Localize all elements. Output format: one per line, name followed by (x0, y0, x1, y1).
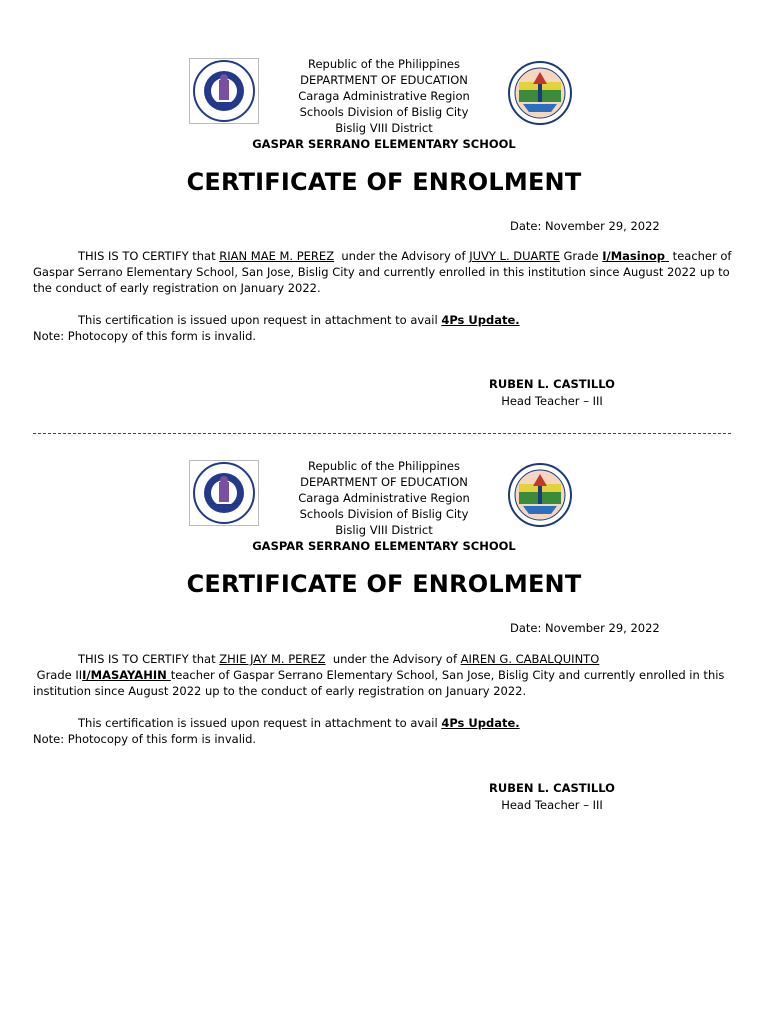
school-name: GASPAR SERRANO ELEMENTARY SCHOOL (252, 539, 516, 553)
certification-paragraph (33, 248, 741, 296)
enrolment-details: teacher of Gaspar Serrano Elementary School, San Jose, Bislig City and currently enrolled in this institution since August 2022 up to the conduct of early registration on January 2022. (33, 668, 725, 698)
region-line: Caraga Administrative Region (298, 491, 470, 505)
grade-prefix: Grade II (33, 668, 83, 682)
intro-text: THIS IS TO CERTIFY that (78, 249, 220, 263)
issuance-text: This certification is issued upon request in attachment to avail (78, 716, 442, 730)
division-line: Schools Division of Bislig City (299, 105, 469, 119)
enrolment-details: teacher of Gaspar Serrano Elementary School, San Jose, Bislig City and currently enrolled in this institution since August 2022 up to the conduct of early registration on January 2022. (33, 249, 732, 295)
department-line: DEPARTMENT OF EDUCATION (300, 475, 468, 489)
issuance-paragraph (33, 715, 741, 747)
department-line: DEPARTMENT OF EDUCATION (300, 73, 468, 87)
signatory-name: RUBEN L. CASTILLO (489, 781, 615, 795)
grade-section: I/MASAYAHIN (82, 668, 171, 682)
advisory-text: under the Advisory of (325, 652, 461, 666)
republic-line: Republic of the Philippines (307, 57, 461, 71)
district-line: Bislig VIII District (335, 523, 433, 537)
letterhead (0, 56, 768, 152)
intro-text: THIS IS TO CERTIFY that (78, 652, 220, 666)
photocopy-note: Note: Photocopy of this form is invalid. (33, 732, 257, 746)
issuance-text: This certification is issued upon request in attachment to avail (78, 313, 442, 327)
signatory-title: Head Teacher – III (501, 394, 603, 408)
school-name: GASPAR SERRANO ELEMENTARY SCHOOL (252, 137, 516, 151)
certification-paragraph (33, 651, 741, 699)
advisory-text: under the Advisory of (334, 249, 470, 263)
photocopy-note: Note: Photocopy of this form is invalid. (33, 329, 257, 343)
student-name: RIAN MAE M. PEREZ (219, 249, 335, 263)
certificate-title: CERTIFICATE OF ENROLMENT (186, 168, 582, 196)
letterhead-text (234, 458, 534, 554)
division-line: Schools Division of Bislig City (299, 507, 469, 521)
signatory-title: Head Teacher – III (501, 798, 603, 812)
grade-section: I/Masinop (602, 249, 670, 263)
issuance-purpose: 4Ps Update. (441, 716, 520, 730)
republic-line: Republic of the Philippines (307, 459, 461, 473)
region-line: Caraga Administrative Region (298, 89, 470, 103)
adviser-name: AIREN G. CABALQUINTO (460, 652, 600, 666)
district-line: Bislig VIII District (335, 121, 433, 135)
issuance-purpose: 4Ps Update. (441, 313, 520, 327)
signature-block (460, 376, 644, 410)
student-name: ZHIE JAY M. PEREZ (219, 652, 326, 666)
letterhead-text (234, 56, 534, 152)
cut-line (33, 433, 731, 434)
issuance-paragraph (33, 312, 741, 344)
letterhead (0, 458, 768, 554)
grade-prefix: Grade (559, 249, 603, 263)
division-seal-icon (505, 60, 575, 126)
certificate-date: Date: November 29, 2022 (510, 219, 660, 233)
certificate-date: Date: November 29, 2022 (510, 621, 660, 635)
signature-block (460, 780, 644, 814)
division-seal-icon (505, 462, 575, 528)
certificate-title: CERTIFICATE OF ENROLMENT (186, 570, 582, 598)
adviser-name: JUVY L. DUARTE (469, 249, 560, 263)
signatory-name: RUBEN L. CASTILLO (489, 377, 615, 391)
